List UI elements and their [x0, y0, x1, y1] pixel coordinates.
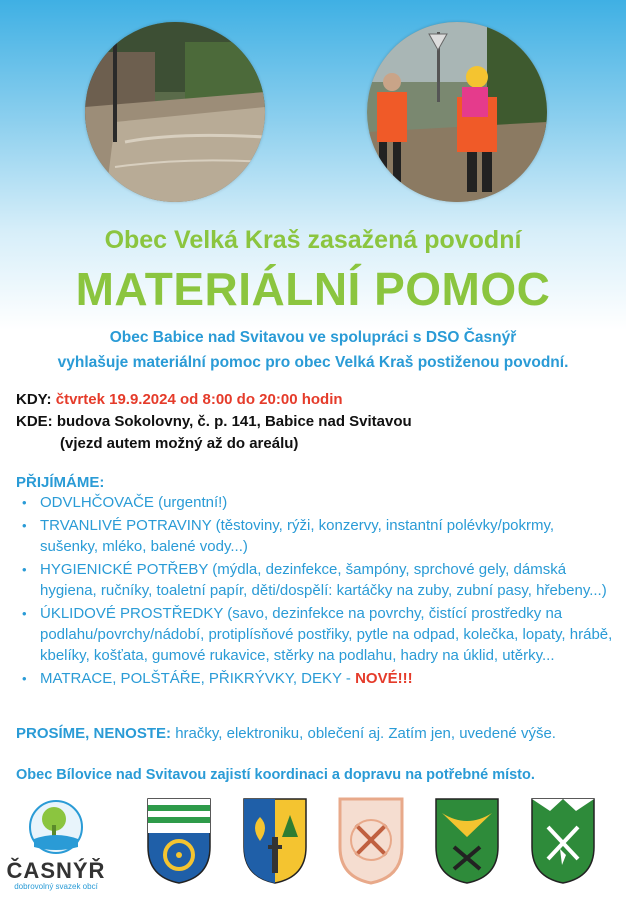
list-item: • HYGIENICKÉ POTŘEBY (mýdla, dezinfekce, šampóny, sprchové gely, dámská hygiena, ručníky, toaletní papír, děti/dospělí: kartáčky na zuby, zubní pasy, hřebeny...) [22, 561, 607, 599]
crest-hammer-icon [434, 797, 500, 885]
crest-wheel-icon [146, 797, 212, 885]
when-value: čtvrtek 19.9.2024 od 8:00 do 20:00 hodin [55, 391, 343, 408]
intro-line-1: Obec Babice nad Svitavou ve spolupráci s DSO Časnýř [109, 329, 517, 346]
intro-text [0, 325, 626, 375]
new-badge: NOVÉ!!! [355, 670, 413, 687]
crest-oak-icon [242, 797, 308, 885]
tree-icon [26, 799, 86, 855]
crest-pickaxe-icon [530, 797, 596, 885]
bullet-icon: • [22, 518, 27, 533]
please-label: PROSÍME, NENOSTE: [16, 725, 172, 742]
where-value: budova Sokolovny, č. p. 141, Babice nad Svitavou [56, 413, 412, 430]
firefighter-rescue-photo [367, 22, 547, 202]
accept-title: PŘIJÍMÁME: [16, 474, 105, 491]
headline: Obec Velká Kraš zasažená povodní [104, 226, 522, 254]
list-item: • ODVLHČOVAČE (urgentní!) [22, 494, 228, 511]
casnyr-logo [6, 799, 106, 891]
bullet-icon: • [22, 562, 27, 577]
list-item: • MATRACE, POLŠTÁŘE, PŘIKRÝVKY, DEKY - NOVÉ!!! [22, 670, 413, 687]
please-text: hračky, elektroniku, oblečení aj. Zatím jen, uvedené výše. [171, 725, 556, 742]
bullet-icon: • [22, 495, 27, 510]
where-note: (vjezd autem možný až do areálu) [60, 435, 299, 452]
accepted-items-list [16, 492, 616, 691]
intro-line-2: vyhlašuje materiální pomoc pro obec Velká Kraš postiženou povodní. [57, 354, 569, 371]
coordination-note: Obec Bílovice nad Svitavou zajistí koordinaci a dopravu na potřebné místo. [16, 767, 535, 783]
flood-street-photo [85, 22, 265, 202]
bullet-icon: • [22, 606, 27, 621]
logos-row [0, 795, 626, 895]
crest-stamp-icon [338, 797, 404, 885]
casnyr-subtitle: dobrovolný svazek obcí [14, 882, 98, 891]
where-label: KDE: [16, 413, 53, 430]
casnyr-name: ČASNÝŘ [6, 858, 106, 883]
list-item: • ÚKLIDOVÉ PROSTŘEDKY (savo, dezinfekce na povrchy, čistící prostředky na podlahu/povrchy/nádobí, protiplísňové postřiky, pytle na odpad, kolečka, lopaty, hrábě, kbelíky, košťata, gumové rukavice, stěrky na podlahu, hadry na úklid, utěrky... [22, 605, 613, 664]
when-row [16, 389, 343, 410]
where-row [16, 411, 412, 455]
bullet-icon: • [22, 671, 27, 686]
when-label: KDY: [16, 391, 52, 408]
list-item: • TRVANLIVÉ POTRAVINY (těstoviny, rýži, konzervy, instantní polévky/pokrmy, sušenky, mléko, balené vody...) [22, 517, 555, 555]
please-do-not-bring [16, 725, 556, 742]
page-title: MATERIÁLNÍ POMOC [75, 263, 551, 315]
